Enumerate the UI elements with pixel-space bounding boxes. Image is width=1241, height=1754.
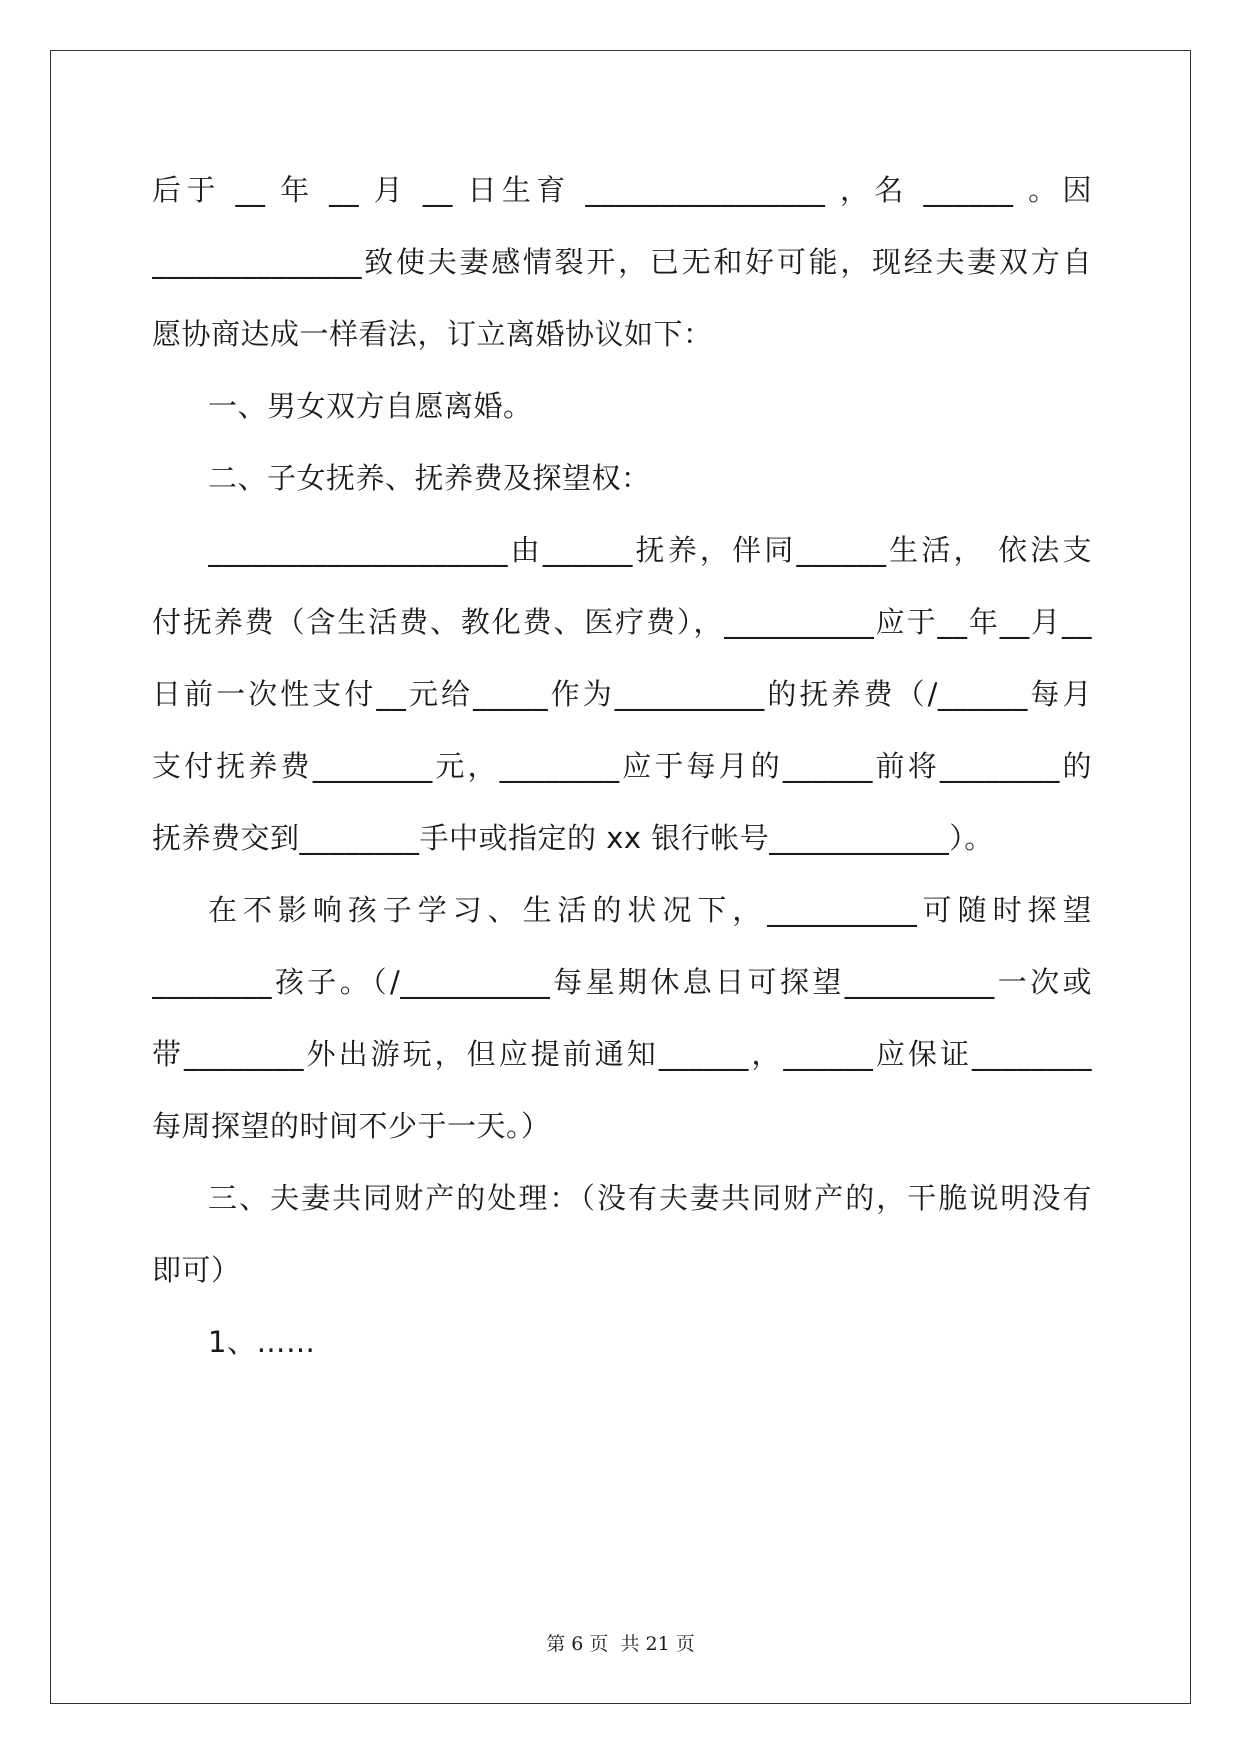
text-line-8: 日前一次性支付__元给_____作为__________的抚养费（/______每月 xyxy=(152,677,1092,711)
text-line-7: 付抚养费（含生活费、教化费、医疗费），__________应于__年__月__ xyxy=(152,605,1092,639)
text-line-11: 在不影响孩子学习、生活的状况下，__________可随时探望 xyxy=(208,893,1092,927)
page-footer xyxy=(0,1632,1241,1656)
text-line-1: 后于 __ 年 __ 月 __ 日生育 ________________ ，名 ______ 。因 xyxy=(152,173,1092,207)
page-border xyxy=(50,50,1191,1704)
clause-2-heading: 二、子女抚养、抚养费及探望权： xyxy=(208,461,651,495)
page-number: 第 6 页 xyxy=(546,1633,609,1655)
page-total: 共 21 页 xyxy=(620,1633,695,1655)
text-line-10: 抚养费交到________手中或指定的 xx 银行帐号____________）。 xyxy=(152,821,994,855)
text-line-3: 愿协商达成一样看法，订立离婚协议如下： xyxy=(152,317,713,351)
text-line-12: ________孩子。（/__________每星期休息日可探望__________一次或 xyxy=(152,965,1092,999)
text-line-14: 每周探望的时间不少于一天。） xyxy=(152,1109,551,1143)
text-line-16: 即可） xyxy=(152,1253,241,1287)
list-item-1: 1、…… xyxy=(208,1325,316,1359)
clause-3-heading: 三、夫妻共同财产的处理：（没有夫妻共同财产的，干脆说明没有 xyxy=(208,1181,1092,1215)
clause-1: 一、男女双方自愿离婚。 xyxy=(208,389,533,423)
text-line-2: ______________致使夫妻感情裂开，已无和好可能，现经夫妻双方自 xyxy=(152,245,1092,279)
text-line-6: ____________________由______抚养，伴同______生活， 依法支 xyxy=(208,533,1092,567)
text-line-13: 带________外出游玩，但应提前通知______，______应保证________ xyxy=(152,1037,1092,1071)
text-line-9: 支付抚养费________元，________应于每月的______前将________的 xyxy=(152,749,1092,783)
